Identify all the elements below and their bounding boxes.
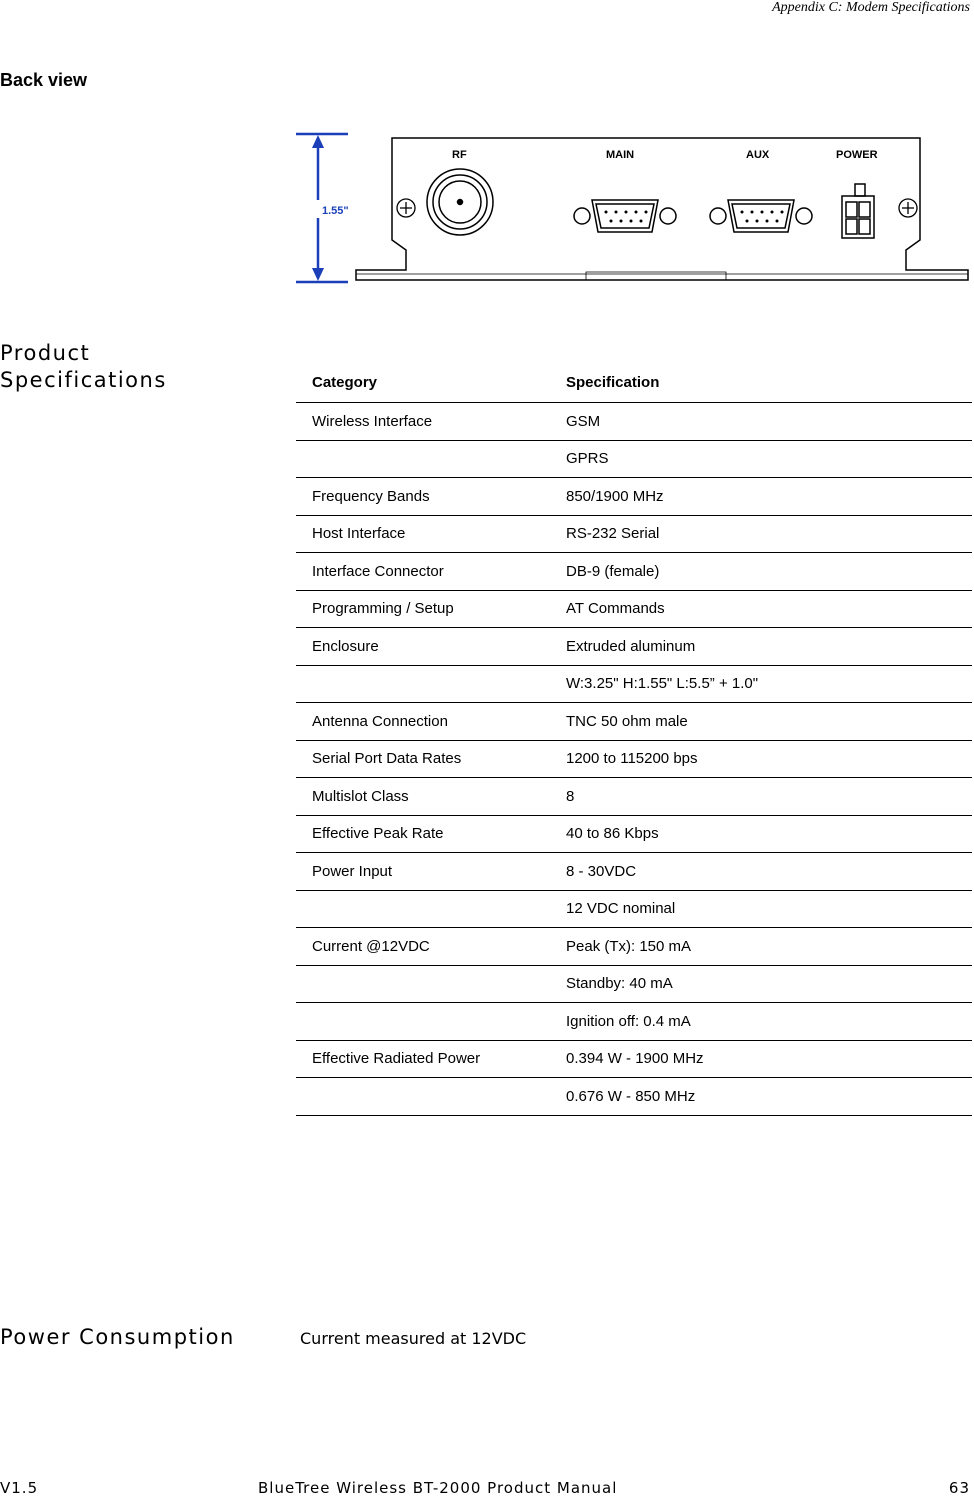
specification-cell: 40 to 86 Kbps [550,815,972,853]
category-cell [296,1078,550,1116]
table-row [296,1078,972,1116]
specification-cell: 1200 to 115200 bps [550,740,972,778]
category-cell: Multislot Class [296,778,550,816]
height-label: 1.55" [322,205,349,217]
screw-left [397,199,415,217]
table-row [296,853,972,891]
specification-cell: TNC 50 ohm male [550,703,972,741]
specification-cell: GPRS [550,440,972,478]
specifications-table-body [296,403,972,1116]
table-row [296,1040,972,1078]
table-row [296,515,972,553]
aux-db9-connector [710,200,812,232]
footer-page-number: 63 [948,1479,970,1497]
main-db9-connector [574,200,676,232]
category-cell: Host Interface [296,515,550,553]
power-label: POWER [836,149,878,161]
table-row [296,628,972,666]
category-cell: Effective Peak Rate [296,815,550,853]
specification-cell: DB-9 (female) [550,553,972,591]
back-view-diagram [296,126,972,294]
category-cell: Programming / Setup [296,590,550,628]
footer-title: BlueTree Wireless BT-2000 Product Manual [258,1479,618,1497]
category-cell: Effective Radiated Power [296,1040,550,1078]
table-row [296,965,972,1003]
specification-cell: RS-232 Serial [550,515,972,553]
specification-cell: 8 - 30VDC [550,853,972,891]
category-cell: Enclosure [296,628,550,666]
table-row [296,740,972,778]
rf-connector [427,169,493,235]
power-consumption-note: Current measured at 12VDC [300,1329,527,1348]
specification-cell: Ignition off: 0.4 mA [550,1003,972,1041]
specification-cell: AT Commands [550,590,972,628]
specification-cell: Extruded aluminum [550,628,972,666]
column-header-specification: Specification [550,362,972,403]
running-header: Appendix C: Modem Specifications [772,0,970,15]
specification-cell: 8 [550,778,972,816]
product-specifications-heading [0,340,167,394]
rf-label: RF [452,149,467,161]
table-row [296,590,972,628]
specification-cell: W:3.25" H:1.55" L:5.5” + 1.0" [550,665,972,703]
table-row [296,440,972,478]
table-row [296,1003,972,1041]
table-row [296,553,972,591]
table-header-row [296,362,972,403]
category-cell: Antenna Connection [296,703,550,741]
column-header-category: Category [296,362,550,403]
specification-cell: GSM [550,403,972,441]
product-heading-line1: Product [0,341,91,365]
aux-label: AUX [746,149,770,161]
specification-cell: 0.394 W - 1900 MHz [550,1040,972,1078]
table-row [296,928,972,966]
table-row [296,703,972,741]
specification-cell: Standby: 40 mA [550,965,972,1003]
table-row [296,478,972,516]
category-cell: Current @12VDC [296,928,550,966]
category-cell [296,965,550,1003]
category-cell [296,665,550,703]
power-connector [842,184,874,238]
table-row [296,665,972,703]
category-cell: Power Input [296,853,550,891]
power-consumption-heading: Power Consumption [0,1325,235,1349]
specifications-table [296,362,972,1116]
specification-cell: 0.676 W - 850 MHz [550,1078,972,1116]
specification-cell: 12 VDC nominal [550,890,972,928]
specification-cell: 850/1900 MHz [550,478,972,516]
table-row [296,403,972,441]
category-cell: Frequency Bands [296,478,550,516]
category-cell [296,440,550,478]
table-row [296,815,972,853]
category-cell [296,1003,550,1041]
category-cell: Wireless Interface [296,403,550,441]
category-cell [296,890,550,928]
table-row [296,890,972,928]
specification-cell: Peak (Tx): 150 mA [550,928,972,966]
back-view-heading: Back view [0,70,88,90]
footer-version: V1.5 [0,1479,39,1497]
category-cell: Serial Port Data Rates [296,740,550,778]
product-heading-line2: Specifications [0,368,167,392]
table-row [296,778,972,816]
category-cell: Interface Connector [296,553,550,591]
screw-right [899,199,917,217]
main-label: MAIN [606,149,635,161]
